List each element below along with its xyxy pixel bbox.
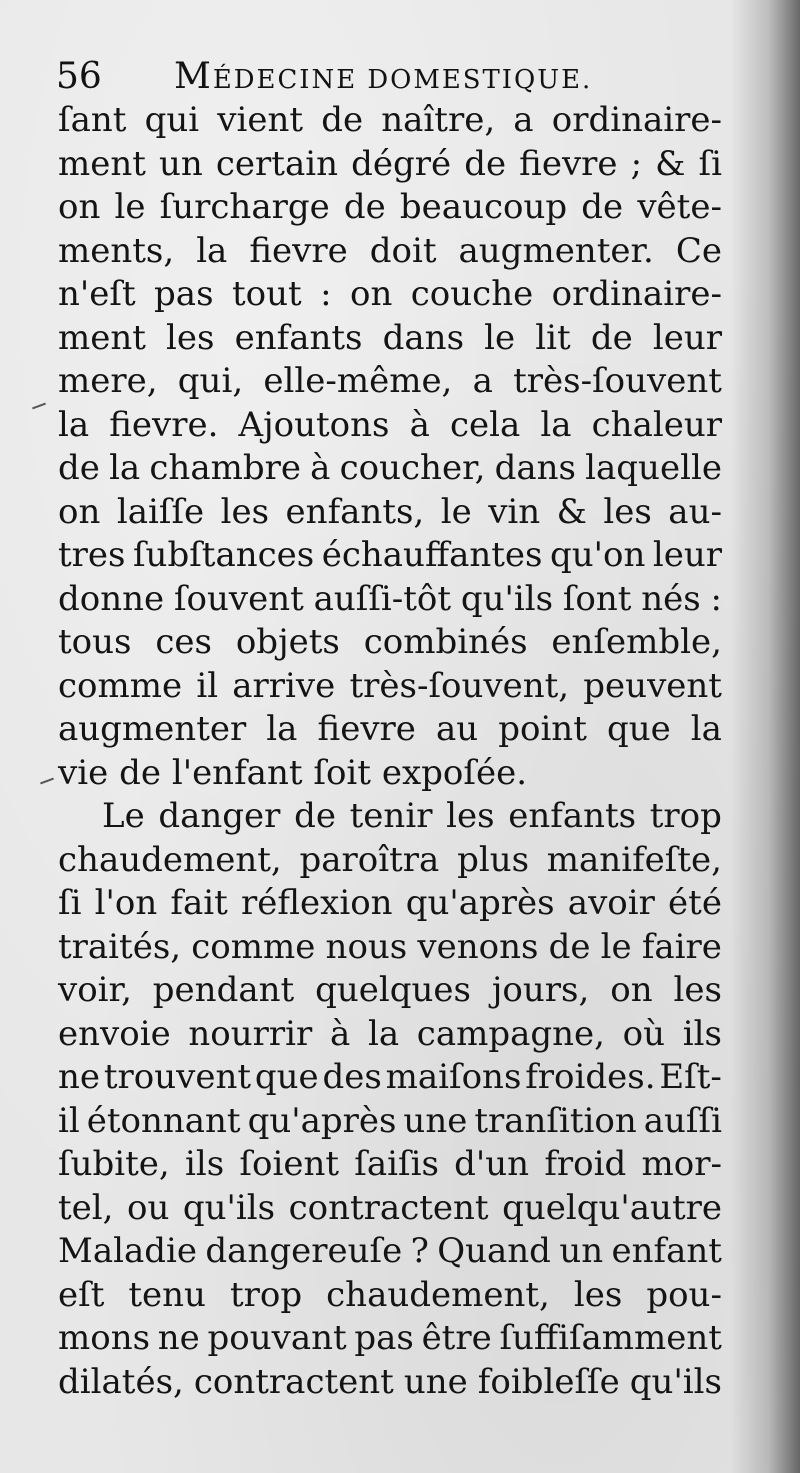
word: ordinaire- [551,274,722,314]
word: enfant [611,1231,722,1271]
word: ſi [698,143,722,184]
word: Ce [675,230,722,271]
word: tout [231,274,302,314]
word: comme [58,665,183,706]
word: la [367,1013,400,1054]
word: chaudement, [326,1274,550,1315]
word: de [590,317,633,358]
word: chaudement, [58,839,282,880]
word: trouvent [103,1057,252,1097]
text-line [58,186,722,230]
word: où [622,1013,666,1054]
word: campagne, [416,1013,605,1054]
word: doit [369,230,437,271]
word: coucher, [339,448,486,488]
word: pas [354,1318,414,1358]
word: on [58,187,101,227]
word: ne [157,1318,200,1358]
word: l'enfant [171,752,303,793]
word: dilatés, [58,1361,184,1402]
word: Le [102,796,145,836]
word: on [58,491,101,532]
word: a [513,100,534,140]
word: être [421,1318,492,1358]
word: de [119,752,161,793]
text-line [58,1187,722,1231]
word: venons [417,926,539,967]
word: de [464,143,507,184]
word: ſoit [313,752,371,793]
word: de [548,926,591,967]
word: ; [630,143,643,184]
word: réflexion [240,883,393,923]
text-line [58,1100,722,1144]
word: laiſſe [116,491,205,532]
word: ordinaire- [551,100,722,140]
word: jours, [491,970,590,1010]
word: qu'ils [629,1361,722,1402]
word: la [266,709,298,749]
word: ſont [562,578,632,619]
word: n'eſt [58,274,136,314]
word: laquelle [585,448,722,488]
word: avoir [567,883,655,923]
word: à [310,448,331,488]
word: une [403,1100,468,1141]
word: ſant [58,100,127,140]
text-line [58,1317,722,1361]
word: : [710,578,722,619]
text-line [58,534,722,578]
word: lit [535,317,571,358]
word: fievre [317,709,416,749]
word: naître, [381,100,496,140]
word: de [294,796,336,836]
text-line [58,317,722,361]
word: tous [58,622,132,662]
word: que [254,1057,319,1097]
text-line [58,360,722,404]
word: paroîtra [299,839,440,880]
word: ils [184,1144,225,1184]
word: leur [652,535,722,575]
text-line [58,621,722,665]
word: très-ſouvent [513,361,722,401]
word: enfants [234,317,363,358]
word: & [655,143,686,184]
word: : [320,274,332,314]
page-number: 56 [56,56,102,97]
running-head [174,56,592,97]
word: le [114,187,146,227]
word: froides. [525,1057,656,1097]
word: leur [652,317,722,358]
word: ſouvent [173,578,304,619]
margin-mark [40,778,54,785]
text-line [58,1143,722,1187]
word: il [196,665,219,706]
word: chambre [149,448,301,488]
word: pou- [646,1274,722,1315]
word: ſubſtances [132,535,315,575]
word: & [556,491,587,532]
word: les [446,796,495,836]
text-line [58,882,722,926]
text-line [58,447,722,491]
word: beaucoup [399,187,568,227]
word: trop [649,796,722,836]
word: ment [58,317,146,358]
word: nous [325,926,408,967]
word: été [668,883,722,923]
word: la [58,404,90,445]
word: cela [449,404,521,445]
word: fievre. [109,404,219,445]
body-text [58,99,722,1404]
word: objets [235,622,340,662]
word: ſi [58,883,82,923]
word: nourrir [188,1013,313,1054]
word: mor- [641,1144,722,1184]
word: peuvent [583,665,722,706]
word: qu'ils [182,1187,276,1228]
word: ſaiſis [354,1144,439,1184]
word: fievre [249,230,348,271]
word: traités, [58,926,182,967]
word: de [321,100,364,140]
word: les [603,491,652,532]
word: voir, [58,970,132,1010]
word: qu'on [549,535,646,575]
text-line [58,578,722,622]
word: ments, [58,230,175,271]
word: arrive [232,665,336,706]
word: au [435,709,479,749]
text-line [58,1056,722,1100]
word: qui [144,100,200,140]
word: ſuffiſamment [499,1318,722,1358]
word: auſſi [643,1100,722,1141]
word: fievre [519,143,618,184]
text-line [58,99,722,143]
word: contractent [193,1361,394,1402]
word: les [673,970,722,1010]
word: envoie [58,1013,171,1054]
word: froid [544,1144,627,1184]
word: trop [229,1274,303,1315]
word: la [196,230,228,271]
word: combinés [363,622,528,662]
word: très-ſouvent, [349,665,570,706]
word: la [690,709,722,749]
word: d'un [454,1144,530,1184]
text-line [58,1230,722,1274]
word: vête- [637,187,722,227]
word: qu'après [405,883,555,923]
text-line [58,404,722,448]
word: un [159,143,203,184]
word: certain [215,143,338,184]
word: tenir [349,796,433,836]
running-head-initial: M [174,56,213,97]
word: à [409,404,430,445]
word: foibleſſe [477,1361,620,1402]
word: enfants, [285,491,425,532]
word: étonnant [86,1100,241,1141]
word: dans [494,448,576,488]
word: Maladie [58,1231,197,1271]
text-line [58,230,722,274]
text-line [58,1274,722,1318]
word: qu'après [247,1100,397,1141]
word: point [498,709,587,749]
word: enfants [508,796,637,836]
word: ſoient [239,1144,340,1184]
text-line [58,752,722,796]
word: dégré [351,143,452,184]
word: contractent [288,1187,489,1228]
word: ou [126,1187,170,1228]
text-line [58,665,722,709]
word: a [472,361,493,401]
word: ment [58,143,146,184]
word: maiſons [385,1057,522,1097]
word: que [606,709,671,749]
word: donne [58,578,165,619]
word: faire [641,926,722,967]
word: de [343,187,386,227]
word: dans [382,317,465,358]
text-line [58,795,722,839]
word: pouvant [207,1318,347,1358]
word: manifeſte, [546,839,722,880]
word: qu'ils [460,578,554,619]
text-line [58,1361,722,1405]
word: tenu [128,1274,206,1315]
word: eſt [58,1274,105,1315]
word: danger [158,796,281,836]
text-line [58,143,722,187]
text-line [58,1013,722,1057]
word: des [322,1057,382,1097]
word: ne [58,1057,101,1097]
word: vie [58,752,109,793]
word: ſubite, [58,1144,170,1184]
word: vin [488,491,541,532]
word: tel, [58,1187,114,1228]
word: enſemble, [551,622,722,662]
word: les [573,1274,623,1315]
text-line [58,273,722,317]
text-line [58,708,722,752]
word: il [58,1100,80,1141]
word: qui, [177,361,244,401]
word: la [540,404,572,445]
word: tranſition [474,1100,637,1141]
word: Quand [437,1231,551,1271]
word: le [440,491,472,532]
page-gutter-shadow [730,0,800,1473]
word: au- [668,491,722,532]
margin-mark [32,403,46,410]
word: couche [410,274,534,314]
word: ces [155,622,212,662]
word: les [220,491,270,532]
word: nés [641,578,701,619]
text-line [58,491,722,535]
word: chaleur [591,404,722,445]
word: tres [58,535,126,575]
word: une [403,1361,468,1402]
word: plus [457,839,530,880]
word: l'on [94,883,158,923]
word: Ajoutons [238,404,390,445]
word: quelques [315,970,471,1010]
word: mons [58,1318,151,1358]
word: pendant [152,970,295,1010]
word: dangereuſe [205,1231,403,1271]
word: un [559,1231,604,1271]
word: quelqu'autre [502,1187,722,1228]
text-line [58,926,722,970]
text-line [58,969,722,1013]
word: vient [217,100,304,140]
word: ils [682,1013,722,1054]
running-head-rest: ÉDECINE DOMESTIQUE. [212,65,593,95]
word: ſurcharge [159,187,330,227]
word: Eſt- [659,1057,722,1097]
word: on [349,274,393,314]
word: augmenter [58,709,247,749]
word: pas [154,274,214,314]
word: fait [170,883,228,923]
word: augmenter. [458,230,654,271]
word: ? [410,1231,429,1271]
word: de [58,448,100,488]
word: à [329,1013,351,1054]
word: les [166,317,215,358]
text-line [58,839,722,883]
word: le [484,317,516,358]
word: auſſi-tôt [313,578,452,619]
word: on [610,970,653,1010]
word: expoſée. [381,752,528,793]
word: la [109,448,141,488]
word: échauffantes [321,535,543,575]
word: de [581,187,624,227]
word: mere, [58,361,158,401]
word: elle-même, [263,361,453,401]
word: comme [191,926,316,967]
word: le [600,926,632,967]
